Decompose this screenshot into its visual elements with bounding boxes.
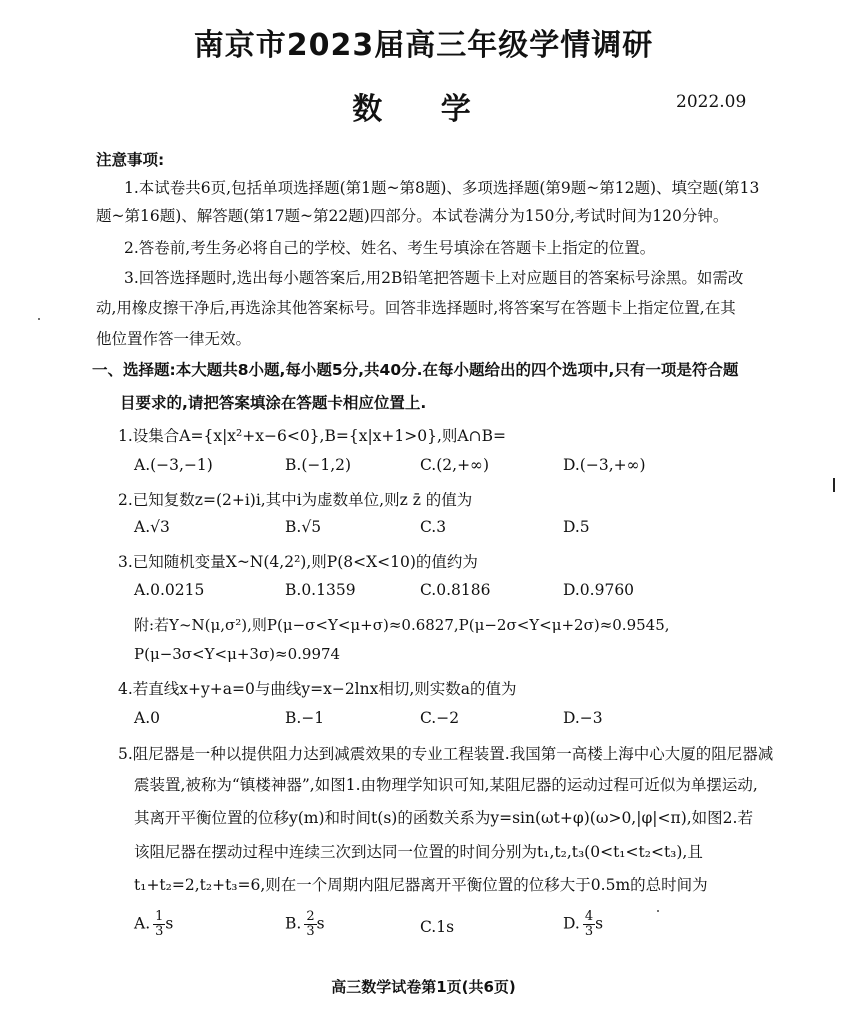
question-5-stem-cont: 震装置,被称为“镇楼神器”,如图1.由物理学知识可知,某阻尼器的运动过程可近似为单摆运动, [134,776,758,794]
q3-option-b: B.0.1359 [285,581,356,599]
q4-option-c: C.−2 [420,709,460,727]
question-3-stem: 3.已知随机变量X~N(4,2²),则P(8<X<10)的值约为 [118,553,478,571]
question-5-stem-cont: 该阻尼器在摆动过程中连续三次到达同一位置的时间分别为t₁,t₂,t₃(0<t₁<t₂<t₃),且 [134,843,703,861]
q1-option-a: A.(−3,−1) [134,456,213,474]
q3-option-a: A.0.0215 [134,581,205,599]
notice-line: 1.本试卷共6页,包括单项选择题(第1题~第8题)、多项选择题(第9题~第12题)、填空题(第13 [124,179,760,197]
q3-option-c: C.0.8186 [420,581,491,599]
scan-speck [38,318,40,320]
q4-option-b: B.−1 [285,709,325,727]
q3-note-cont: P(μ−3σ<Y<μ+3σ)≈0.9974 [134,645,341,663]
exam-date: 2022.09 [676,92,747,112]
q1-option-d: D.(−3,+∞) [563,456,646,474]
q2-option-d: D.5 [563,518,590,536]
q4-option-a: A.0 [134,709,160,727]
q2-option-b: B.√5 [285,518,322,536]
section-heading-cont: 目要求的,请把答案填涂在答题卡相应位置上. [120,394,427,412]
q2-option-c: C.3 [420,518,447,536]
notice-line: 题~第16题)、解答题(第17题~第22题)四部分。本试卷满分为150分,考试时间为120分钟。 [96,207,729,225]
q4-option-d: D.−3 [563,709,603,727]
question-5-stem-cont: t₁+t₂=2,t₂+t₃=6,则在一个周期内阻尼器离开平衡位置的位移大于0.5m的总时间为 [134,876,708,894]
section-heading: 一、选择题:本大题共8小题,每小题5分,共40分.在每小题给出的四个选项中,只有一项是符合题 [92,361,739,379]
notice-heading: 注意事项: [96,151,165,169]
exam-title: 南京市2023届高三年级学情调研 [193,28,654,63]
q1-option-c: C.(2,+∞) [420,456,490,474]
q2-option-a: A.√3 [134,518,170,536]
q5-option-d: D. $\frac{4}{3}$ s [563,909,604,939]
q1-option-b: B.(−1,2) [285,456,352,474]
question-5-stem-cont: 其离开平衡位置的位移y(m)和时间t(s)的函数关系为y=sin(ωt+φ)(ω>0,|φ|<π),如图2.若 [134,809,753,827]
notice-line: 他位置作答一律无效。 [96,330,252,348]
q5-option-c: C.1s [420,918,455,936]
notice-line: 动,用橡皮擦干净后,再选涂其他答案标号。回答非选择题时,将答案写在答题卡上指定位置,在其 [96,299,736,317]
notice-line: 3.回答选择题时,选出每小题答案后,用2B铅笔把答题卡上对应题目的答案标号涂黑。如需改 [124,269,744,287]
question-5-stem: 5.阻尼器是一种以提供阻力达到减震效果的专业工程装置.我国第一高楼上海中心大厦的阻尼器减 [118,745,774,763]
q5-option-a: A. $\frac{1}{3}$ s [134,909,174,939]
notice-line: 2.答卷前,考生务必将自己的学校、姓名、考生号填涂在答题卡上指定的位置。 [124,239,656,257]
question-2-stem: 2.已知复数z=(2+i)i,其中i为虚数单位,则z z̄ 的值为 [118,491,473,509]
page-footer: 高三数学试卷第1页(共6页) [331,978,516,996]
q5-option-b: B. $\frac{2}{3}$ s [285,909,325,939]
scan-edge-mark [833,478,843,492]
q3-note: 附:若Y~N(μ,σ²),则P(μ−σ<Y<μ+σ)≈0.6827,P(μ−2σ<Y<μ+2σ)≈0.9545, [134,616,670,634]
scan-speck [657,910,659,912]
subject-title: 数 学 [352,92,495,127]
question-1-stem: 1.设集合A={x|x²+x−6<0},B={x|x+1>0},则A∩B= [118,427,506,445]
question-4-stem: 4.若直线x+y+a=0与曲线y=x−2lnx相切,则实数a的值为 [118,680,517,698]
q3-option-d: D.0.9760 [563,581,635,599]
